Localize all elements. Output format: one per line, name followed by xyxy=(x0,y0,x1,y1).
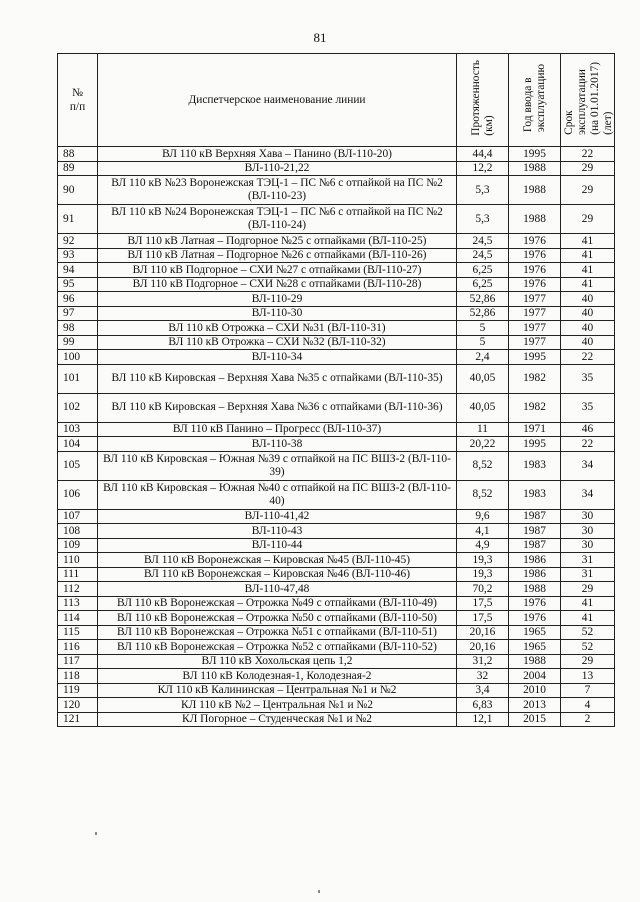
line-length: 8,52 xyxy=(457,480,509,509)
table-header-row xyxy=(58,54,615,147)
service-term: 31 xyxy=(561,553,615,568)
commission-year: 1988 xyxy=(509,205,561,234)
table-row xyxy=(58,524,615,539)
line-length: 17,5 xyxy=(457,611,509,626)
line-length: 11 xyxy=(457,422,509,437)
line-name: ВЛ-110-47,48 xyxy=(98,582,457,597)
line-length: 52,86 xyxy=(457,292,509,307)
row-number: 93 xyxy=(58,248,98,263)
page-number: 81 xyxy=(313,30,327,45)
service-term: 41 xyxy=(561,596,615,611)
line-name: ВЛ 110 кВ Латная – Подгорное №25 с отпайками (ВЛ-110-25) xyxy=(98,234,457,249)
line-name: ВЛ-110-34 xyxy=(98,350,457,365)
commission-year: 1965 xyxy=(509,640,561,655)
line-length: 5 xyxy=(457,321,509,336)
line-name: ВЛ 110 кВ Кировская – Верхняя Хава №36 с отпайками (ВЛ-110-36) xyxy=(98,393,457,422)
table-row xyxy=(58,321,615,336)
header-line-name: Диспетчерское наименование линии xyxy=(98,54,457,147)
line-length: 8,52 xyxy=(457,451,509,480)
service-term: 30 xyxy=(561,538,615,553)
service-term: 40 xyxy=(561,292,615,307)
line-name: ВЛ 110 кВ Воронежская – Кировская №46 (ВЛ-110-46) xyxy=(98,567,457,582)
row-number: 90 xyxy=(58,176,98,205)
line-name: ВЛ 110 кВ Подгорное – СХИ №27 с отпайками (ВЛ-110-27) xyxy=(98,263,457,278)
service-term: 40 xyxy=(561,335,615,350)
table-row xyxy=(58,422,615,437)
commission-year: 1977 xyxy=(509,335,561,350)
line-name: ВЛ 110 кВ Кировская – Южная №39 с отпайкой на ПС ВШЗ-2 (ВЛ-110-39) xyxy=(98,451,457,480)
service-term: 31 xyxy=(561,567,615,582)
commission-year: 2015 xyxy=(509,712,561,727)
line-name: ВЛ 110 кВ Воронежская – Отрожка №50 с отпайками (ВЛ-110-50) xyxy=(98,611,457,626)
line-length: 40,05 xyxy=(457,393,509,422)
row-number: 95 xyxy=(58,277,98,292)
service-term: 46 xyxy=(561,422,615,437)
line-name: КЛ Погорное – Студенческая №1 и №2 xyxy=(98,712,457,727)
table-row xyxy=(58,292,615,307)
commission-year: 1987 xyxy=(509,538,561,553)
line-name: ВЛ-110-21,22 xyxy=(98,161,457,176)
service-term: 40 xyxy=(561,321,615,336)
commission-year: 1983 xyxy=(509,480,561,509)
commission-year: 1987 xyxy=(509,524,561,539)
line-name: ВЛ 110 кВ Хохольская цепь 1,2 xyxy=(98,654,457,669)
service-term: 40 xyxy=(561,306,615,321)
line-length: 20,16 xyxy=(457,640,509,655)
service-term: 41 xyxy=(561,611,615,626)
commission-year: 1977 xyxy=(509,306,561,321)
line-name: ВЛ 110 кВ Отрожка – СХИ №32 (ВЛ-110-32) xyxy=(98,335,457,350)
table-row xyxy=(58,567,615,582)
line-length: 40,05 xyxy=(457,364,509,393)
commission-year: 1976 xyxy=(509,234,561,249)
table-row xyxy=(58,698,615,713)
row-number: 98 xyxy=(58,321,98,336)
table-row xyxy=(58,437,615,452)
row-number: 116 xyxy=(58,640,98,655)
row-number: 88 xyxy=(58,147,98,162)
service-term: 29 xyxy=(561,176,615,205)
line-length: 4,1 xyxy=(457,524,509,539)
service-term: 35 xyxy=(561,393,615,422)
line-name: ВЛ 110 кВ Воронежская – Кировская №45 (ВЛ-110-45) xyxy=(98,553,457,568)
commission-year: 1976 xyxy=(509,277,561,292)
commission-year: 1977 xyxy=(509,292,561,307)
line-name: ВЛ-110-29 xyxy=(98,292,457,307)
header-commission-year: Год ввода в эксплуатацию xyxy=(509,54,561,147)
table-row xyxy=(58,277,615,292)
commission-year: 1965 xyxy=(509,625,561,640)
service-term: 29 xyxy=(561,654,615,669)
service-term: 22 xyxy=(561,147,615,162)
commission-year: 2004 xyxy=(509,669,561,684)
table-row xyxy=(58,451,615,480)
table-row xyxy=(58,596,615,611)
service-term: 41 xyxy=(561,248,615,263)
line-name: ВЛ-110-38 xyxy=(98,437,457,452)
row-number: 94 xyxy=(58,263,98,278)
header-length: Протяженность (км) xyxy=(457,54,509,147)
line-name: ВЛ 110 кВ Кировская – Южная №40 с отпайкой на ПС ВШЗ-2 (ВЛ-110-40) xyxy=(98,480,457,509)
commission-year: 1995 xyxy=(509,350,561,365)
line-name: ВЛ 110 кВ Подгорное – СХИ №28 с отпайками (ВЛ-110-28) xyxy=(98,277,457,292)
service-term: 35 xyxy=(561,364,615,393)
line-name: ВЛ-110-43 xyxy=(98,524,457,539)
scan-mark xyxy=(318,890,320,893)
table-row xyxy=(58,205,615,234)
service-term: 34 xyxy=(561,451,615,480)
service-term: 52 xyxy=(561,625,615,640)
service-term: 41 xyxy=(561,234,615,249)
commission-year: 1988 xyxy=(509,582,561,597)
row-number: 111 xyxy=(58,567,98,582)
commission-year: 1976 xyxy=(509,263,561,278)
table-row xyxy=(58,393,615,422)
table-row xyxy=(58,364,615,393)
row-number: 120 xyxy=(58,698,98,713)
table-row xyxy=(58,509,615,524)
line-name: ВЛ 110 кВ Воронежская – Отрожка №51 с отпайками (ВЛ-110-51) xyxy=(98,625,457,640)
table-row xyxy=(58,306,615,321)
line-length: 52,86 xyxy=(457,306,509,321)
line-length: 9,6 xyxy=(457,509,509,524)
line-name: ВЛ-110-30 xyxy=(98,306,457,321)
commission-year: 1995 xyxy=(509,437,561,452)
commission-year: 1987 xyxy=(509,509,561,524)
row-number: 97 xyxy=(58,306,98,321)
line-name: ВЛ 110 кВ Кировская – Верхняя Хава №35 с отпайками (ВЛ-110-35) xyxy=(98,364,457,393)
line-name: ВЛ 110 кВ Латная – Подгорное №26 с отпайками (ВЛ-110-26) xyxy=(98,248,457,263)
commission-year: 1977 xyxy=(509,321,561,336)
row-number: 117 xyxy=(58,654,98,669)
line-name: ВЛ 110 кВ Отрожка – СХИ №31 (ВЛ-110-31) xyxy=(98,321,457,336)
line-length: 5,3 xyxy=(457,176,509,205)
commission-year: 1988 xyxy=(509,176,561,205)
line-length: 3,4 xyxy=(457,683,509,698)
commission-year: 2013 xyxy=(509,698,561,713)
line-length: 19,3 xyxy=(457,567,509,582)
table-row xyxy=(58,654,615,669)
line-length: 12,1 xyxy=(457,712,509,727)
line-name: ВЛ 110 кВ Панино – Прогресс (ВЛ-110-37) xyxy=(98,422,457,437)
row-number: 103 xyxy=(58,422,98,437)
service-term: 13 xyxy=(561,669,615,684)
commission-year: 1986 xyxy=(509,567,561,582)
row-number: 91 xyxy=(58,205,98,234)
line-name: ВЛ 110 кВ Воронежская – Отрожка №49 с отпайками (ВЛ-110-49) xyxy=(98,596,457,611)
row-number: 108 xyxy=(58,524,98,539)
commission-year: 2010 xyxy=(509,683,561,698)
table-row xyxy=(58,234,615,249)
line-length: 32 xyxy=(457,669,509,684)
line-name: КЛ 110 кВ Калининская – Центральная №1 и №2 xyxy=(98,683,457,698)
line-name: ВЛ 110 кВ №23 Воронежская ТЭЦ-1 – ПС №6 с отпайкой на ПС №2 (ВЛ-110-23) xyxy=(98,176,457,205)
table-row xyxy=(58,611,615,626)
line-length: 6,25 xyxy=(457,263,509,278)
header-service-term: Срок эксплуатации (на 01.01.2017) (лет) xyxy=(561,54,615,147)
row-number: 96 xyxy=(58,292,98,307)
line-length: 31,2 xyxy=(457,654,509,669)
row-number: 115 xyxy=(58,625,98,640)
line-length: 44,4 xyxy=(457,147,509,162)
service-term: 52 xyxy=(561,640,615,655)
table-row xyxy=(58,582,615,597)
line-length: 20,16 xyxy=(457,625,509,640)
service-term: 4 xyxy=(561,698,615,713)
row-number: 101 xyxy=(58,364,98,393)
line-length: 12,2 xyxy=(457,161,509,176)
line-length: 17,5 xyxy=(457,596,509,611)
row-number: 113 xyxy=(58,596,98,611)
table-row xyxy=(58,147,615,162)
line-length: 70,2 xyxy=(457,582,509,597)
service-term: 30 xyxy=(561,524,615,539)
row-number: 99 xyxy=(58,335,98,350)
table-row xyxy=(58,335,615,350)
row-number: 118 xyxy=(58,669,98,684)
row-number: 114 xyxy=(58,611,98,626)
commission-year: 1995 xyxy=(509,147,561,162)
scan-mark xyxy=(95,832,97,835)
row-number: 102 xyxy=(58,393,98,422)
commission-year: 1988 xyxy=(509,161,561,176)
service-term: 41 xyxy=(561,263,615,278)
service-term: 41 xyxy=(561,277,615,292)
table-row xyxy=(58,161,615,176)
line-length: 6,25 xyxy=(457,277,509,292)
row-number: 121 xyxy=(58,712,98,727)
service-term: 22 xyxy=(561,350,615,365)
power-lines-table xyxy=(57,53,615,727)
table-row xyxy=(58,683,615,698)
commission-year: 1986 xyxy=(509,553,561,568)
table-body xyxy=(58,147,615,727)
service-term: 7 xyxy=(561,683,615,698)
service-term: 29 xyxy=(561,161,615,176)
line-length: 19,3 xyxy=(457,553,509,568)
row-number: 89 xyxy=(58,161,98,176)
service-term: 29 xyxy=(561,582,615,597)
header-number: № п/п xyxy=(58,54,98,147)
line-length: 5 xyxy=(457,335,509,350)
line-name: ВЛ-110-44 xyxy=(98,538,457,553)
row-number: 104 xyxy=(58,437,98,452)
commission-year: 1976 xyxy=(509,596,561,611)
table-row xyxy=(58,625,615,640)
line-length: 6,83 xyxy=(457,698,509,713)
service-term: 22 xyxy=(561,437,615,452)
row-number: 107 xyxy=(58,509,98,524)
line-name: ВЛ 110 кВ Верхняя Хава – Панино (ВЛ-110-20) xyxy=(98,147,457,162)
table-row xyxy=(58,176,615,205)
table-row xyxy=(58,669,615,684)
line-length: 2,4 xyxy=(457,350,509,365)
commission-year: 1982 xyxy=(509,393,561,422)
row-number: 110 xyxy=(58,553,98,568)
row-number: 112 xyxy=(58,582,98,597)
line-name: КЛ 110 кВ №2 – Центральная №1 и №2 xyxy=(98,698,457,713)
row-number: 100 xyxy=(58,350,98,365)
row-number: 119 xyxy=(58,683,98,698)
service-term: 30 xyxy=(561,509,615,524)
line-name: ВЛ 110 кВ №24 Воронежская ТЭЦ-1 – ПС №6 с отпайкой на ПС №2 (ВЛ-110-24) xyxy=(98,205,457,234)
service-term: 34 xyxy=(561,480,615,509)
service-term: 29 xyxy=(561,205,615,234)
line-name: ВЛ 110 кВ Колодезная-1, Колодезная-2 xyxy=(98,669,457,684)
commission-year: 1971 xyxy=(509,422,561,437)
commission-year: 1988 xyxy=(509,654,561,669)
commission-year: 1983 xyxy=(509,451,561,480)
table-row xyxy=(58,640,615,655)
table-row xyxy=(58,553,615,568)
line-length: 24,5 xyxy=(457,234,509,249)
row-number: 106 xyxy=(58,480,98,509)
table-row xyxy=(58,248,615,263)
line-name: ВЛ 110 кВ Воронежская – Отрожка №52 с отпайками (ВЛ-110-52) xyxy=(98,640,457,655)
table-row xyxy=(58,263,615,278)
commission-year: 1976 xyxy=(509,611,561,626)
commission-year: 1982 xyxy=(509,364,561,393)
row-number: 92 xyxy=(58,234,98,249)
line-length: 20,22 xyxy=(457,437,509,452)
table-row xyxy=(58,712,615,727)
line-length: 5,3 xyxy=(457,205,509,234)
commission-year: 1976 xyxy=(509,248,561,263)
table-row xyxy=(58,480,615,509)
line-name: ВЛ-110-41,42 xyxy=(98,509,457,524)
row-number: 105 xyxy=(58,451,98,480)
line-length: 24,5 xyxy=(457,248,509,263)
row-number: 109 xyxy=(58,538,98,553)
service-term: 2 xyxy=(561,712,615,727)
line-length: 4,9 xyxy=(457,538,509,553)
table-row xyxy=(58,350,615,365)
table-row xyxy=(58,538,615,553)
